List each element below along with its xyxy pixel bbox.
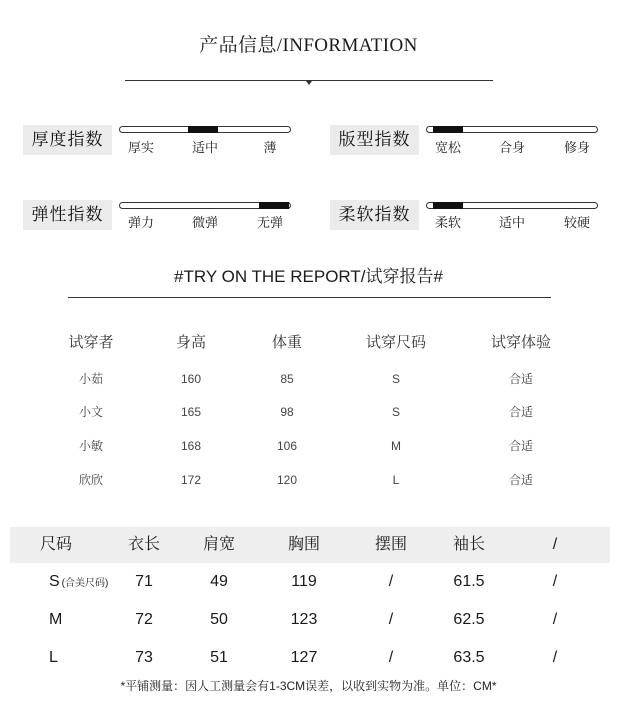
index-label: 厚度指数 bbox=[23, 125, 112, 155]
index-option: 适中 bbox=[191, 140, 218, 155]
size-value-sleeve: 63.5 bbox=[453, 649, 485, 666]
tester-name: 小敏 bbox=[78, 439, 103, 453]
size-value-extra: / bbox=[552, 649, 558, 666]
caret-down-icon bbox=[306, 81, 312, 85]
column-header: 肩宽 bbox=[202, 536, 235, 553]
size-value-hem: / bbox=[388, 573, 394, 590]
index-label: 版型指数 bbox=[330, 125, 419, 155]
measurement-note: *平铺测量：因人工测量会有1-3CM误差，以收到实物为准。单位：CM* bbox=[120, 679, 497, 693]
index-scale-indicator bbox=[433, 126, 463, 133]
size-value-length: 71 bbox=[135, 573, 153, 590]
size-label bbox=[49, 610, 64, 632]
tester-size: S bbox=[391, 372, 400, 386]
size-value-length: 73 bbox=[135, 649, 153, 666]
size-row bbox=[0, 648, 617, 668]
tester-name: 小茹 bbox=[78, 372, 103, 386]
size-value-sleeve: 62.5 bbox=[453, 611, 485, 628]
index-softness bbox=[330, 200, 605, 236]
index-scale-indicator bbox=[259, 202, 289, 209]
size-code: S bbox=[49, 573, 60, 590]
tester-height: 172 bbox=[180, 473, 202, 487]
tester-weight: 120 bbox=[276, 473, 298, 487]
size-label bbox=[49, 572, 108, 594]
tester-experience: 合适 bbox=[508, 372, 533, 386]
index-scale-track bbox=[119, 202, 291, 209]
index-thickness bbox=[23, 125, 298, 161]
size-code: M bbox=[49, 611, 63, 628]
column-header: 衣长 bbox=[127, 536, 160, 553]
index-option: 微弹 bbox=[191, 215, 218, 230]
size-note: (合美尺码) bbox=[61, 578, 109, 589]
index-scale-track bbox=[426, 126, 598, 133]
try-on-title: #TRY ON THE REPORT/试穿报告# bbox=[174, 267, 443, 286]
index-option: 厚实 bbox=[127, 140, 154, 155]
index-option: 无弹 bbox=[256, 215, 283, 230]
index-option: 薄 bbox=[263, 140, 277, 155]
size-row bbox=[0, 610, 617, 630]
index-option: 适中 bbox=[498, 215, 525, 230]
tester-experience: 合适 bbox=[508, 405, 533, 419]
index-option: 弹力 bbox=[127, 215, 154, 230]
size-value-chest: 127 bbox=[290, 649, 318, 666]
tester-size: L bbox=[392, 473, 400, 487]
column-header: 袖长 bbox=[452, 536, 485, 553]
column-header: 试穿者 bbox=[68, 334, 114, 351]
column-header: 体重 bbox=[271, 334, 302, 351]
tester-height: 168 bbox=[180, 439, 202, 453]
tester-name: 欣欣 bbox=[78, 473, 103, 487]
size-value-chest: 123 bbox=[290, 611, 318, 628]
column-header: 身高 bbox=[175, 334, 206, 351]
index-scale-track bbox=[119, 126, 291, 133]
tester-height: 165 bbox=[180, 405, 202, 419]
index-scale-indicator bbox=[188, 126, 218, 133]
column-header: 胸围 bbox=[287, 536, 320, 553]
tester-experience: 合适 bbox=[508, 473, 533, 487]
tester-name: 小文 bbox=[78, 405, 103, 419]
section-divider bbox=[68, 297, 551, 298]
column-header: 试穿体验 bbox=[490, 334, 551, 351]
size-value-hem: / bbox=[388, 611, 394, 628]
size-value-shoulder: 50 bbox=[210, 611, 228, 628]
tester-size: S bbox=[391, 405, 400, 419]
tester-experience: 合适 bbox=[508, 439, 533, 453]
size-value-chest: 119 bbox=[291, 573, 317, 590]
tester-height: 160 bbox=[180, 372, 202, 386]
tester-weight: 106 bbox=[276, 439, 298, 453]
index-label: 柔软指数 bbox=[330, 200, 419, 230]
index-option: 较硬 bbox=[563, 215, 590, 230]
index-elasticity bbox=[23, 200, 298, 236]
index-fit bbox=[330, 125, 605, 161]
column-header: / bbox=[552, 536, 558, 553]
tester-weight: 85 bbox=[280, 372, 294, 386]
index-option: 宽松 bbox=[434, 140, 461, 155]
tester-weight: 98 bbox=[280, 405, 294, 419]
size-value-hem: / bbox=[388, 649, 394, 666]
size-value-extra: / bbox=[552, 573, 558, 590]
index-scale-track bbox=[426, 202, 598, 209]
size-value-shoulder: 49 bbox=[210, 573, 228, 590]
tester-size: M bbox=[391, 439, 401, 453]
size-value-shoulder: 51 bbox=[210, 649, 228, 666]
size-value-sleeve: 61.5 bbox=[453, 573, 485, 590]
index-scale-indicator bbox=[433, 202, 463, 209]
size-label bbox=[49, 648, 60, 670]
page-title: 产品信息/INFORMATION bbox=[199, 35, 418, 56]
column-header: 尺码 bbox=[39, 536, 72, 553]
index-option: 柔软 bbox=[434, 215, 461, 230]
column-header: 试穿尺码 bbox=[365, 334, 426, 351]
column-header: 摆围 bbox=[374, 536, 407, 553]
size-row bbox=[0, 572, 617, 592]
size-table-header-row bbox=[0, 535, 617, 555]
index-option: 合身 bbox=[498, 140, 525, 155]
index-option: 修身 bbox=[563, 140, 590, 155]
size-value-extra: / bbox=[552, 611, 558, 628]
size-code: L bbox=[49, 649, 58, 666]
size-value-length: 72 bbox=[135, 611, 153, 628]
index-label: 弹性指数 bbox=[23, 200, 112, 230]
